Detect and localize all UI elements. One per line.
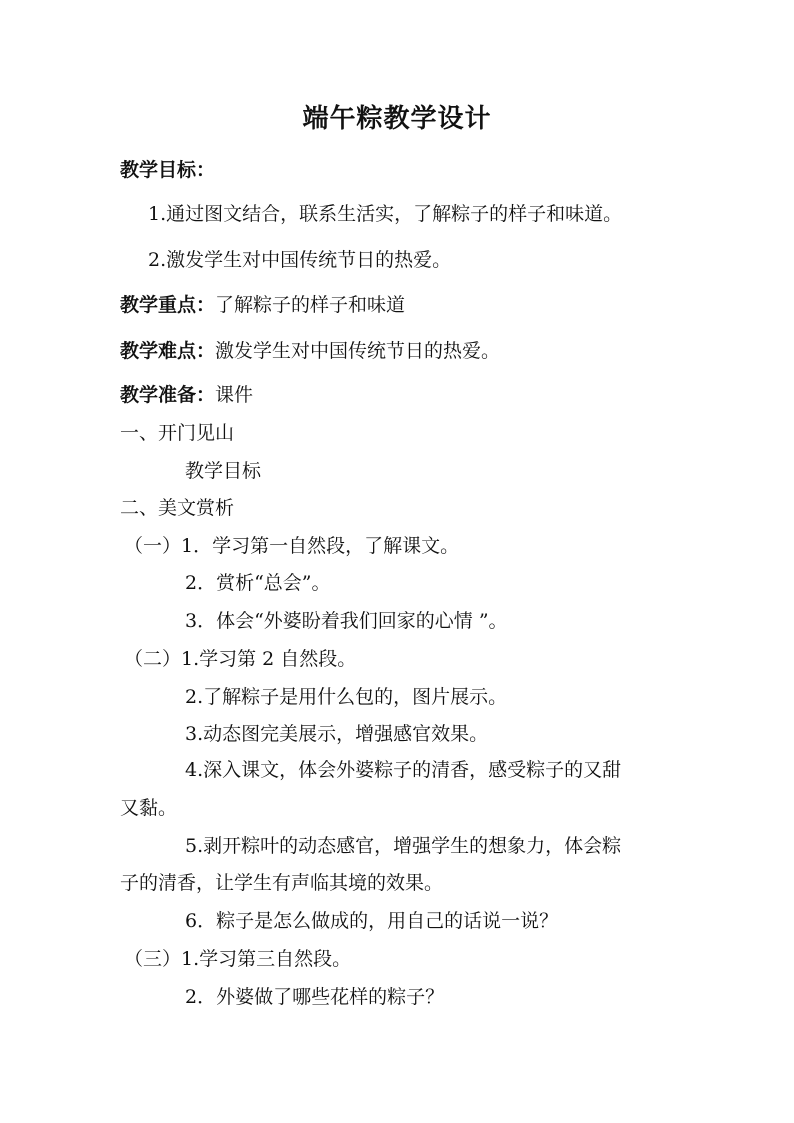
part-2-item-3: 3.动态图完美展示，增强感官效果。 bbox=[185, 723, 489, 745]
key-point-label: 教学重点： bbox=[120, 294, 216, 316]
key-point-text: 了解粽子的样子和味道 bbox=[215, 294, 406, 316]
part-2-item-5-line-1: 5.剥开粽叶的动态感官，增强学生的想象力，体会粽 bbox=[185, 835, 622, 857]
part-3-item-2: 2．外婆做了哪些花样的粽子？ bbox=[185, 986, 445, 1008]
document-title: 端午粽教学设计 bbox=[302, 104, 492, 134]
goals-label: 教学目标： bbox=[120, 159, 216, 181]
part-2-item-2: 2.了解粽子是用什么包的，图片展示。 bbox=[185, 686, 508, 708]
part-1-item-3: 3．体会“外婆盼着我们回家的心情 ”。 bbox=[185, 610, 508, 632]
difficulty-text: 激发学生对中国传统节日的热爱。 bbox=[215, 340, 501, 362]
part-2-item-1: （二）1.学习第 2 自然段。 bbox=[124, 648, 357, 670]
goal-item-2: 2.激发学生对中国传统节日的热爱。 bbox=[148, 249, 452, 271]
prep-label: 教学准备： bbox=[120, 384, 216, 406]
prep-text: 课件 bbox=[215, 384, 254, 406]
part-2-item-4-line-1: 4.深入课文，体会外婆粽子的清香，感受粽子的又甜 bbox=[185, 759, 622, 781]
part-2-item-6: 6．粽子是怎么做成的，用自己的话说一说？ bbox=[185, 910, 559, 932]
part-3-item-1: （三）1.学习第三自然段。 bbox=[124, 948, 352, 970]
prep-line bbox=[120, 382, 253, 408]
part-1-item-2: 2．赏析“总会”。 bbox=[185, 572, 331, 594]
difficulty-label: 教学难点： bbox=[120, 340, 216, 362]
section-1-heading: 一、开门见山 bbox=[120, 422, 235, 444]
section-1-item: 教学目标 bbox=[185, 460, 262, 482]
key-point-line bbox=[120, 292, 405, 318]
part-1-item-1: （一）1．学习第一自然段，了解课文。 bbox=[124, 535, 460, 557]
part-2-item-4-line-2: 又黏。 bbox=[120, 797, 178, 819]
goal-item-1: 1.通过图文结合，联系生活实，了解粽子的样子和味道。 bbox=[148, 203, 623, 225]
difficulty-line bbox=[120, 338, 500, 364]
section-2-heading: 二、美文赏析 bbox=[120, 497, 235, 519]
part-2-item-5-line-2: 子的清香，让学生有声临其境的效果。 bbox=[120, 872, 444, 894]
